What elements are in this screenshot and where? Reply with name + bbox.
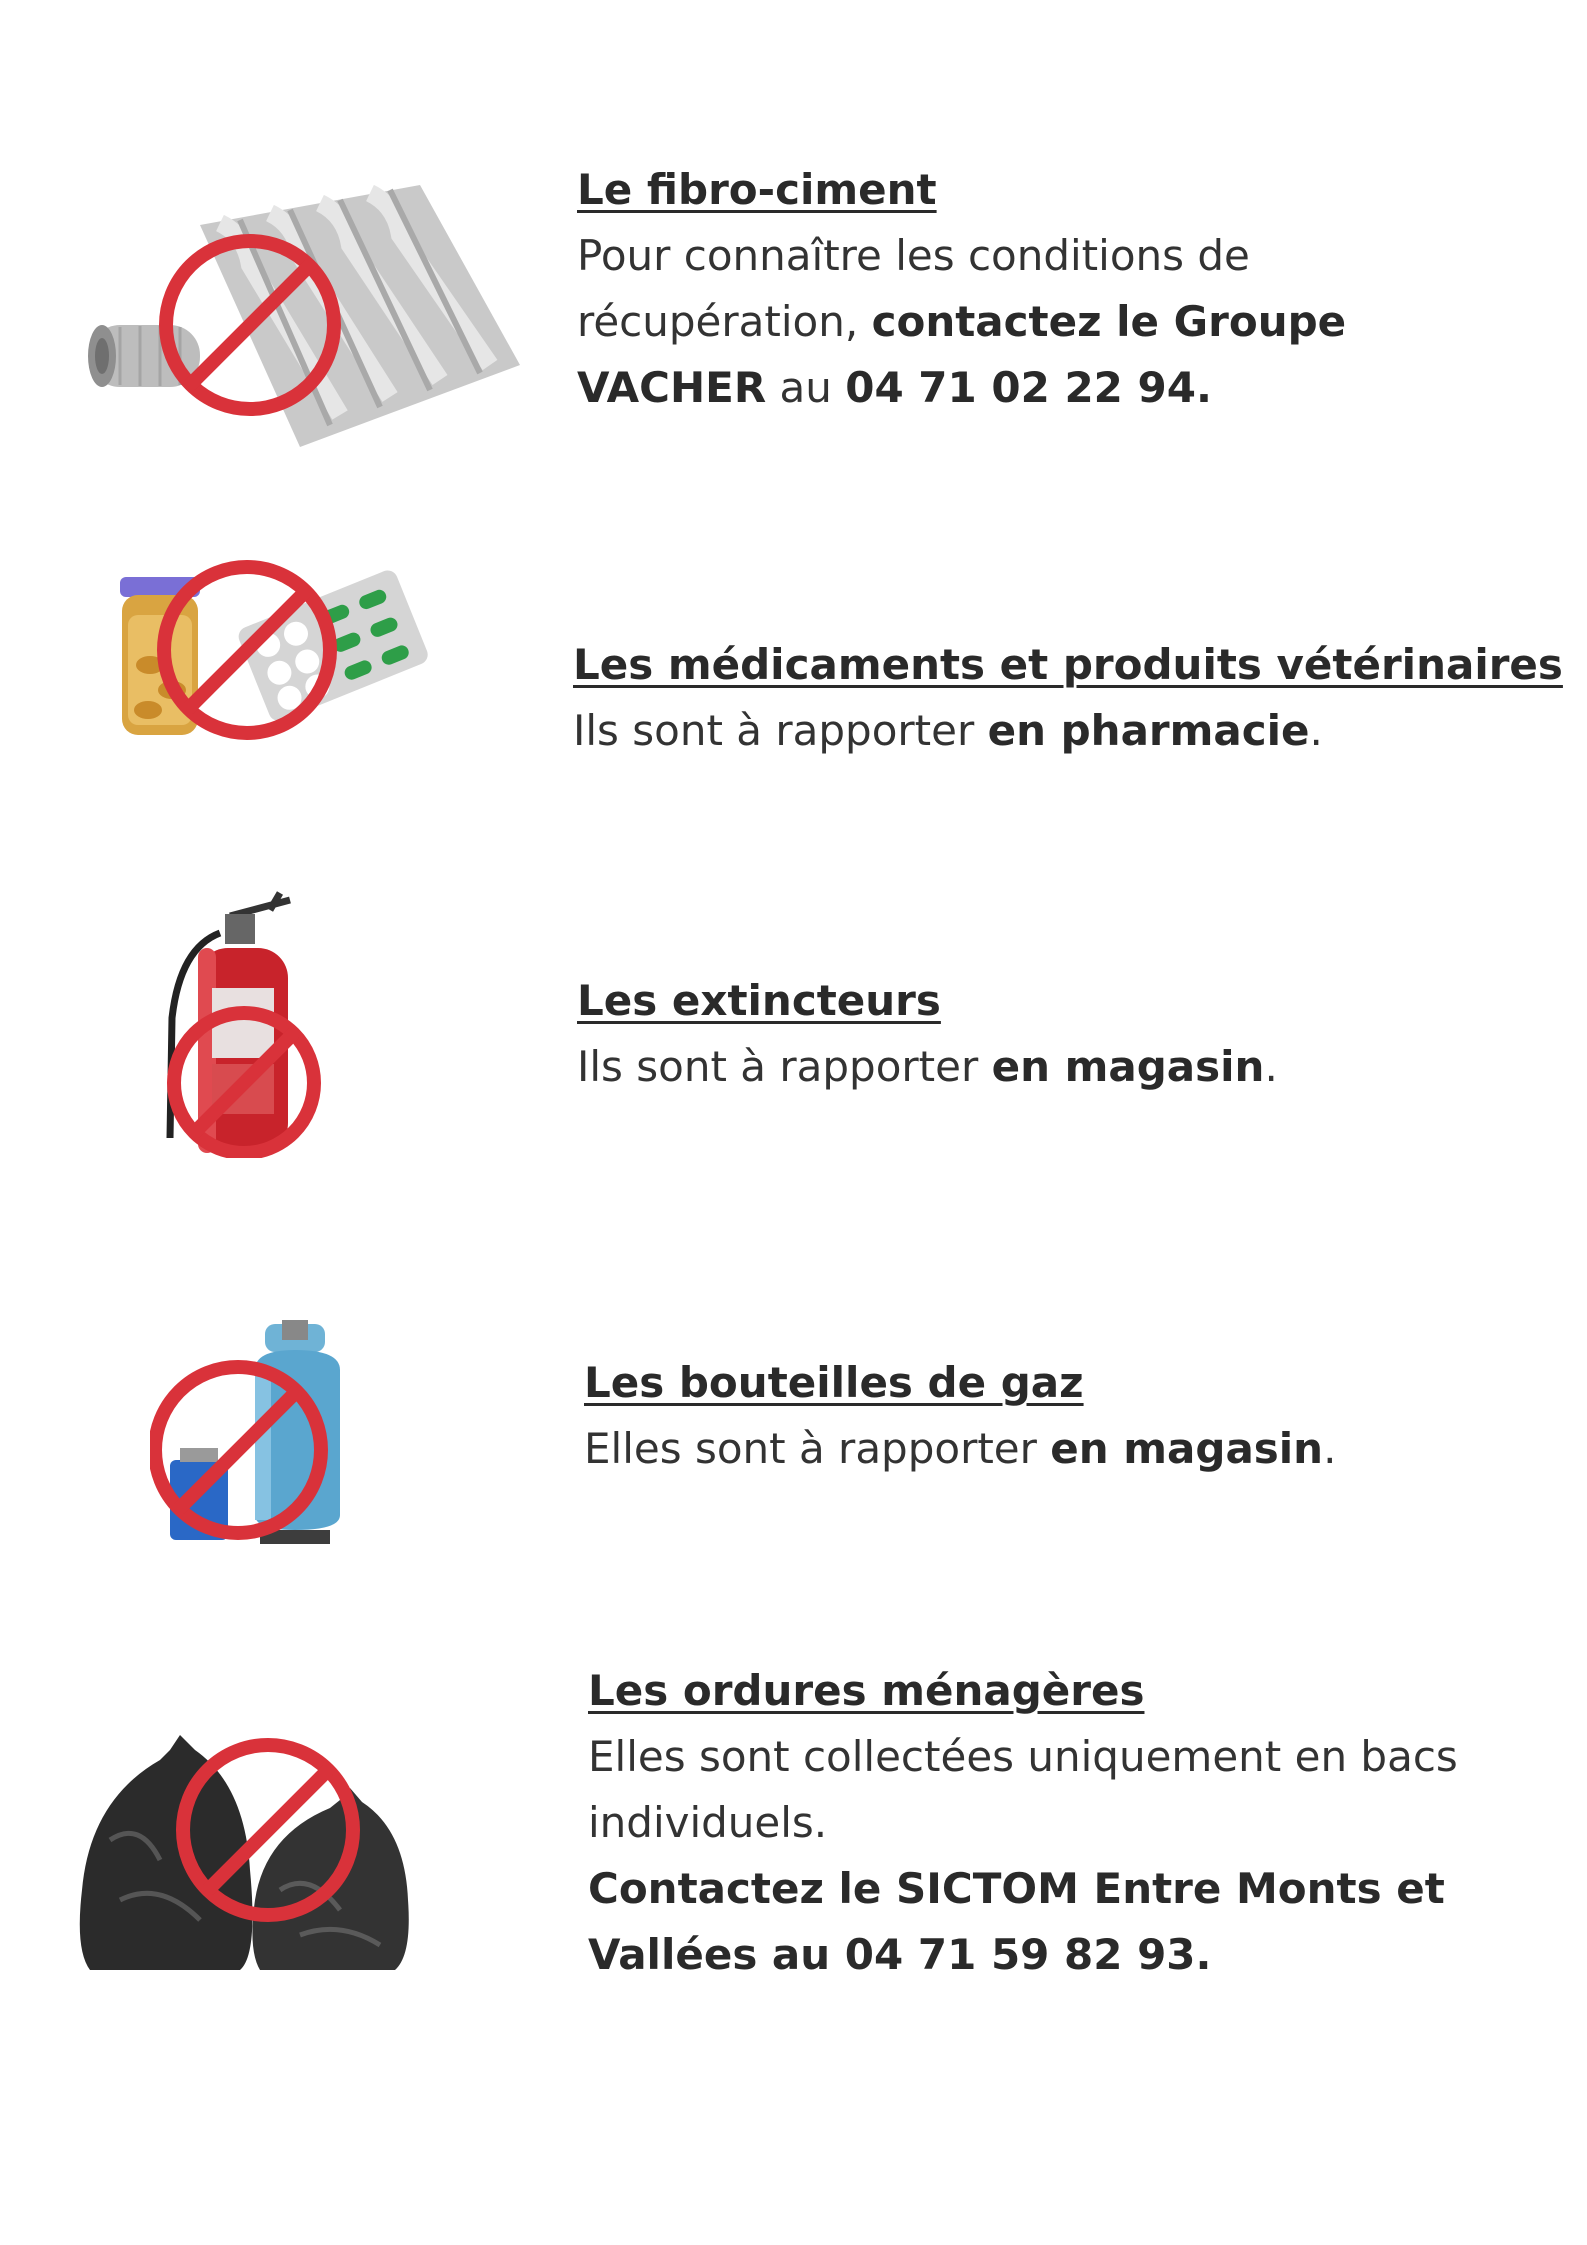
gas-bottles-prohibited-icon <box>150 1320 370 1550</box>
section-fibro-ciment <box>0 150 1587 450</box>
medicaments-text <box>573 632 1563 764</box>
text-line <box>588 1922 1458 1988</box>
section-title: Le fibro-ciment <box>577 165 937 214</box>
section-title: Les médicaments et produits vétérinaires <box>573 640 1563 689</box>
text-line: Contactez le SICTOM Entre Monts et <box>588 1864 1445 1913</box>
bouteilles-gaz-text <box>584 1350 1336 1482</box>
text-line: Ils sont à rapporter en magasin. <box>577 1042 1278 1091</box>
phone-number: Vallées au 04 71 59 82 93. <box>588 1930 1212 1979</box>
fiber-cement-prohibited-icon <box>80 165 530 450</box>
garbage-bags-prohibited-icon <box>70 1730 420 1990</box>
ordures-menageres-text <box>588 1658 1458 1988</box>
fibro-ciment-text <box>577 157 1346 421</box>
text-line: individuels. <box>588 1798 828 1847</box>
section-title: Les ordures ménagères <box>588 1666 1145 1715</box>
text-line: VACHER au 04 71 02 22 94. <box>577 363 1212 412</box>
medicines-prohibited-icon <box>110 555 440 755</box>
phone-number: 04 71 02 22 94. <box>845 363 1212 412</box>
extincteurs-text <box>577 968 1278 1100</box>
text-line: Ils sont à rapporter en pharmacie. <box>573 706 1323 755</box>
section-ordures-menageres <box>0 1650 1587 2020</box>
section-bouteilles-gaz <box>0 1310 1587 1550</box>
text-line: Elles sont à rapporter en magasin. <box>584 1424 1337 1473</box>
section-title: Les extincteurs <box>577 976 941 1025</box>
section-extincteurs <box>0 880 1587 1160</box>
section-title: Les bouteilles de gaz <box>584 1358 1084 1407</box>
section-medicaments <box>0 550 1587 770</box>
text-line: récupération, contactez le Groupe <box>577 297 1347 346</box>
text-line: Elles sont collectées uniquement en bacs <box>588 1732 1458 1781</box>
text-line: Pour connaître les conditions de <box>577 231 1250 280</box>
fire-extinguisher-prohibited-icon <box>150 888 350 1158</box>
